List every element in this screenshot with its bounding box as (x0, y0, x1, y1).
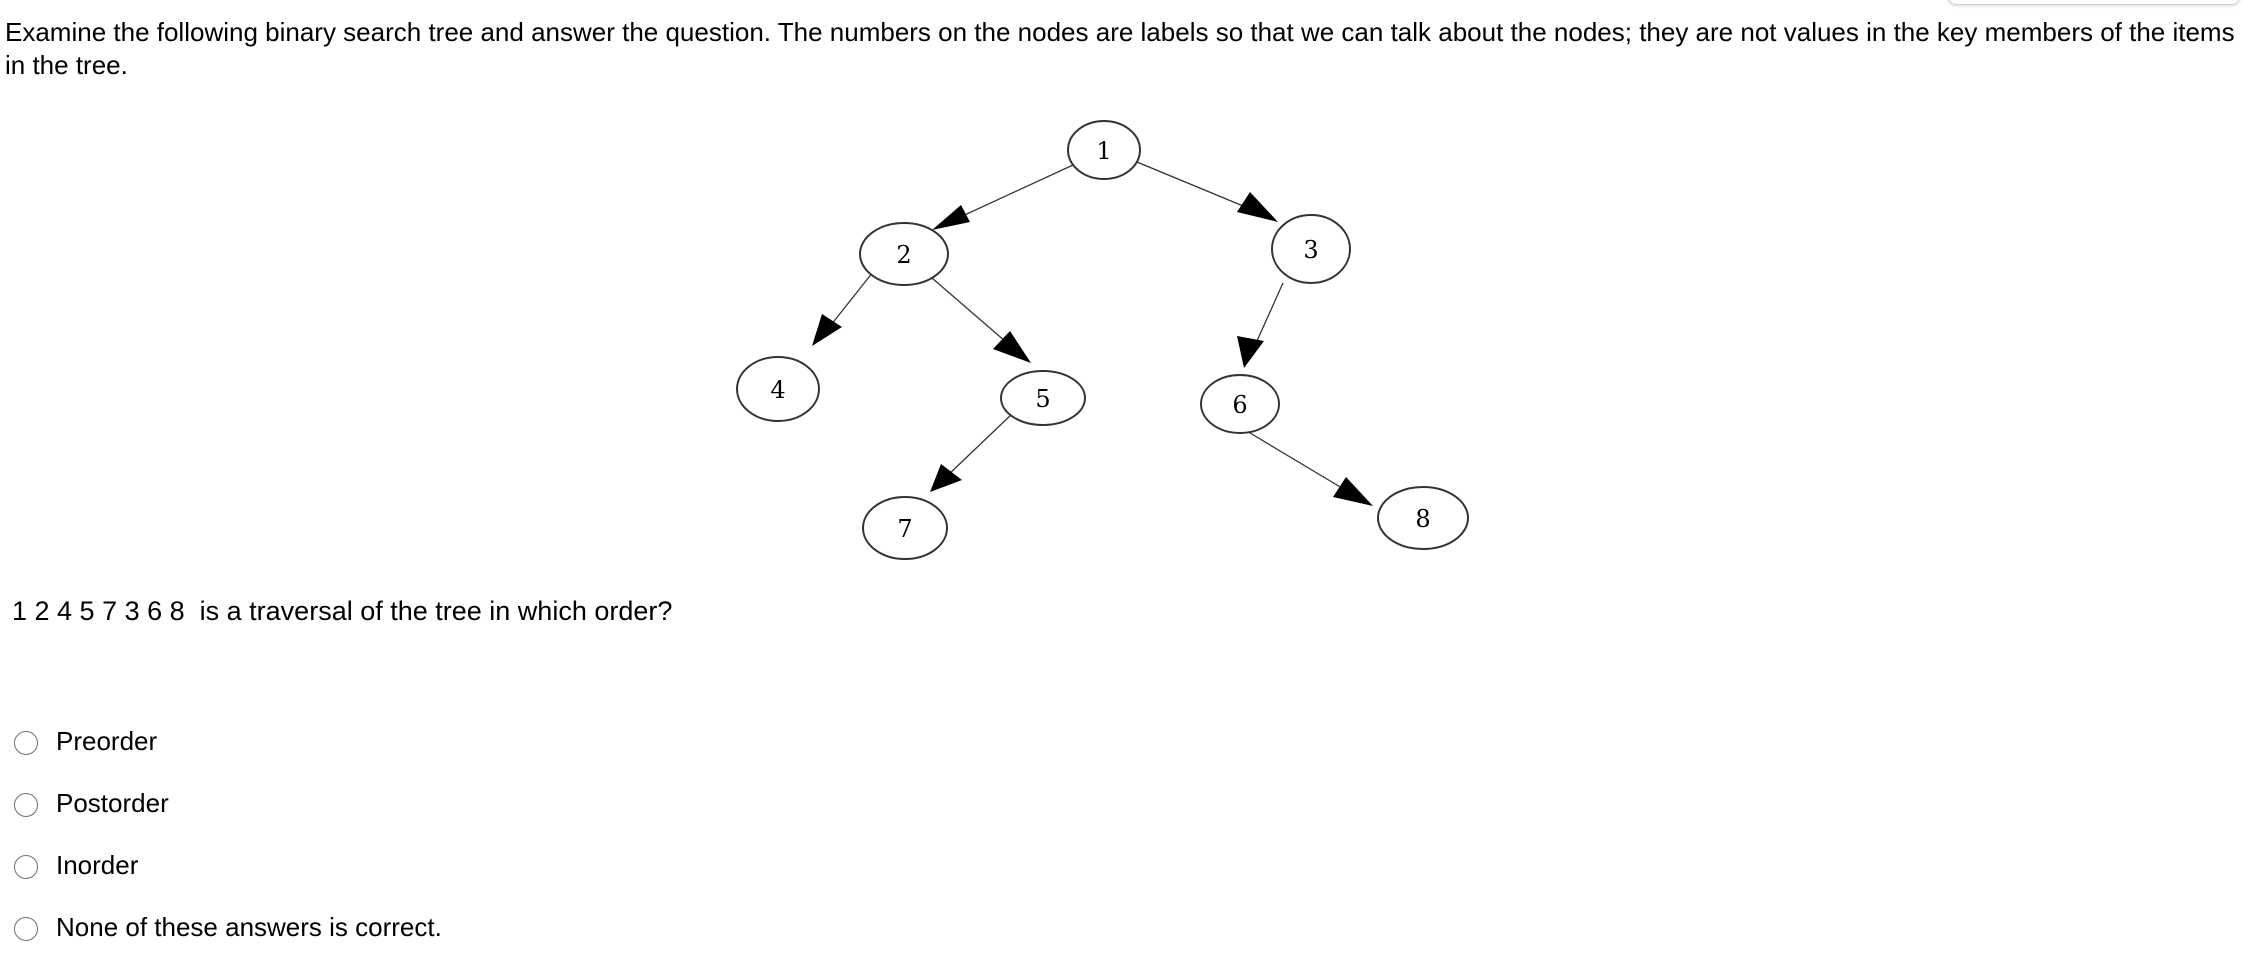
tree-node-1-label: 1 (1096, 137, 1112, 165)
tree-node-4-label: 4 (770, 376, 786, 404)
tree-node-6-label: 6 (1232, 391, 1248, 419)
answer-label-postorder: Postorder (56, 787, 169, 818)
answer-label-preorder: Preorder (56, 725, 158, 756)
top-right-tab-edge (1948, 0, 2240, 5)
answer-option-preorder[interactable] (14, 710, 442, 772)
traversal-question (12, 594, 672, 628)
tree-node-5-label: 5 (1035, 385, 1051, 413)
radio-button-inorder[interactable] (14, 855, 38, 879)
answer-option-none[interactable] (14, 896, 442, 958)
arrowhead-1-2 (932, 205, 970, 230)
tree-node-4 (737, 357, 819, 421)
tree-node-2-label: 2 (896, 241, 912, 269)
question-intro: Examine the following binary search tree and answer the question. The numbers on the nodes are labels so that we can talk about the nodes; they are not values in the key members of the items in the tree. (5, 17, 2235, 80)
answer-option-postorder[interactable] (14, 772, 442, 834)
binary-search-tree-diagram (720, 108, 1480, 568)
traversal-sequence: 1 2 4 5 7 3 6 8 (12, 596, 185, 626)
tree-node-3 (1272, 215, 1350, 283)
tree-node-5 (1001, 371, 1085, 425)
radio-button-postorder[interactable] (14, 793, 38, 817)
radio-button-none[interactable] (14, 917, 38, 941)
traversal-prompt-text: is a traversal of the tree in which order? (199, 596, 673, 626)
tree-node-7 (863, 497, 947, 559)
tree-node-8-label: 8 (1415, 505, 1431, 533)
arrowhead-6-8 (1333, 477, 1373, 506)
answer-option-inorder[interactable] (14, 834, 442, 896)
tree-node-1 (1068, 121, 1140, 179)
arrowhead-1-3 (1237, 192, 1278, 222)
tree-node-8 (1378, 487, 1468, 549)
radio-button-preorder[interactable] (14, 731, 38, 755)
tree-edges (812, 162, 1373, 506)
arrowhead-5-7 (930, 464, 962, 492)
edge-2-5 (932, 278, 1013, 348)
tree-node-7-label: 7 (897, 515, 913, 543)
tree-node-6 (1201, 375, 1279, 433)
edge-5-7 (947, 413, 1013, 476)
answer-options (14, 710, 442, 958)
tree-node-3-label: 3 (1303, 236, 1319, 264)
tree-node-2 (860, 223, 948, 285)
edge-2-4 (827, 272, 873, 330)
arrowhead-2-4 (812, 314, 842, 346)
arrowhead-3-6 (1237, 336, 1264, 368)
answer-label-none: None of these answers is correct. (56, 911, 442, 942)
answer-label-inorder: Inorder (56, 849, 139, 880)
